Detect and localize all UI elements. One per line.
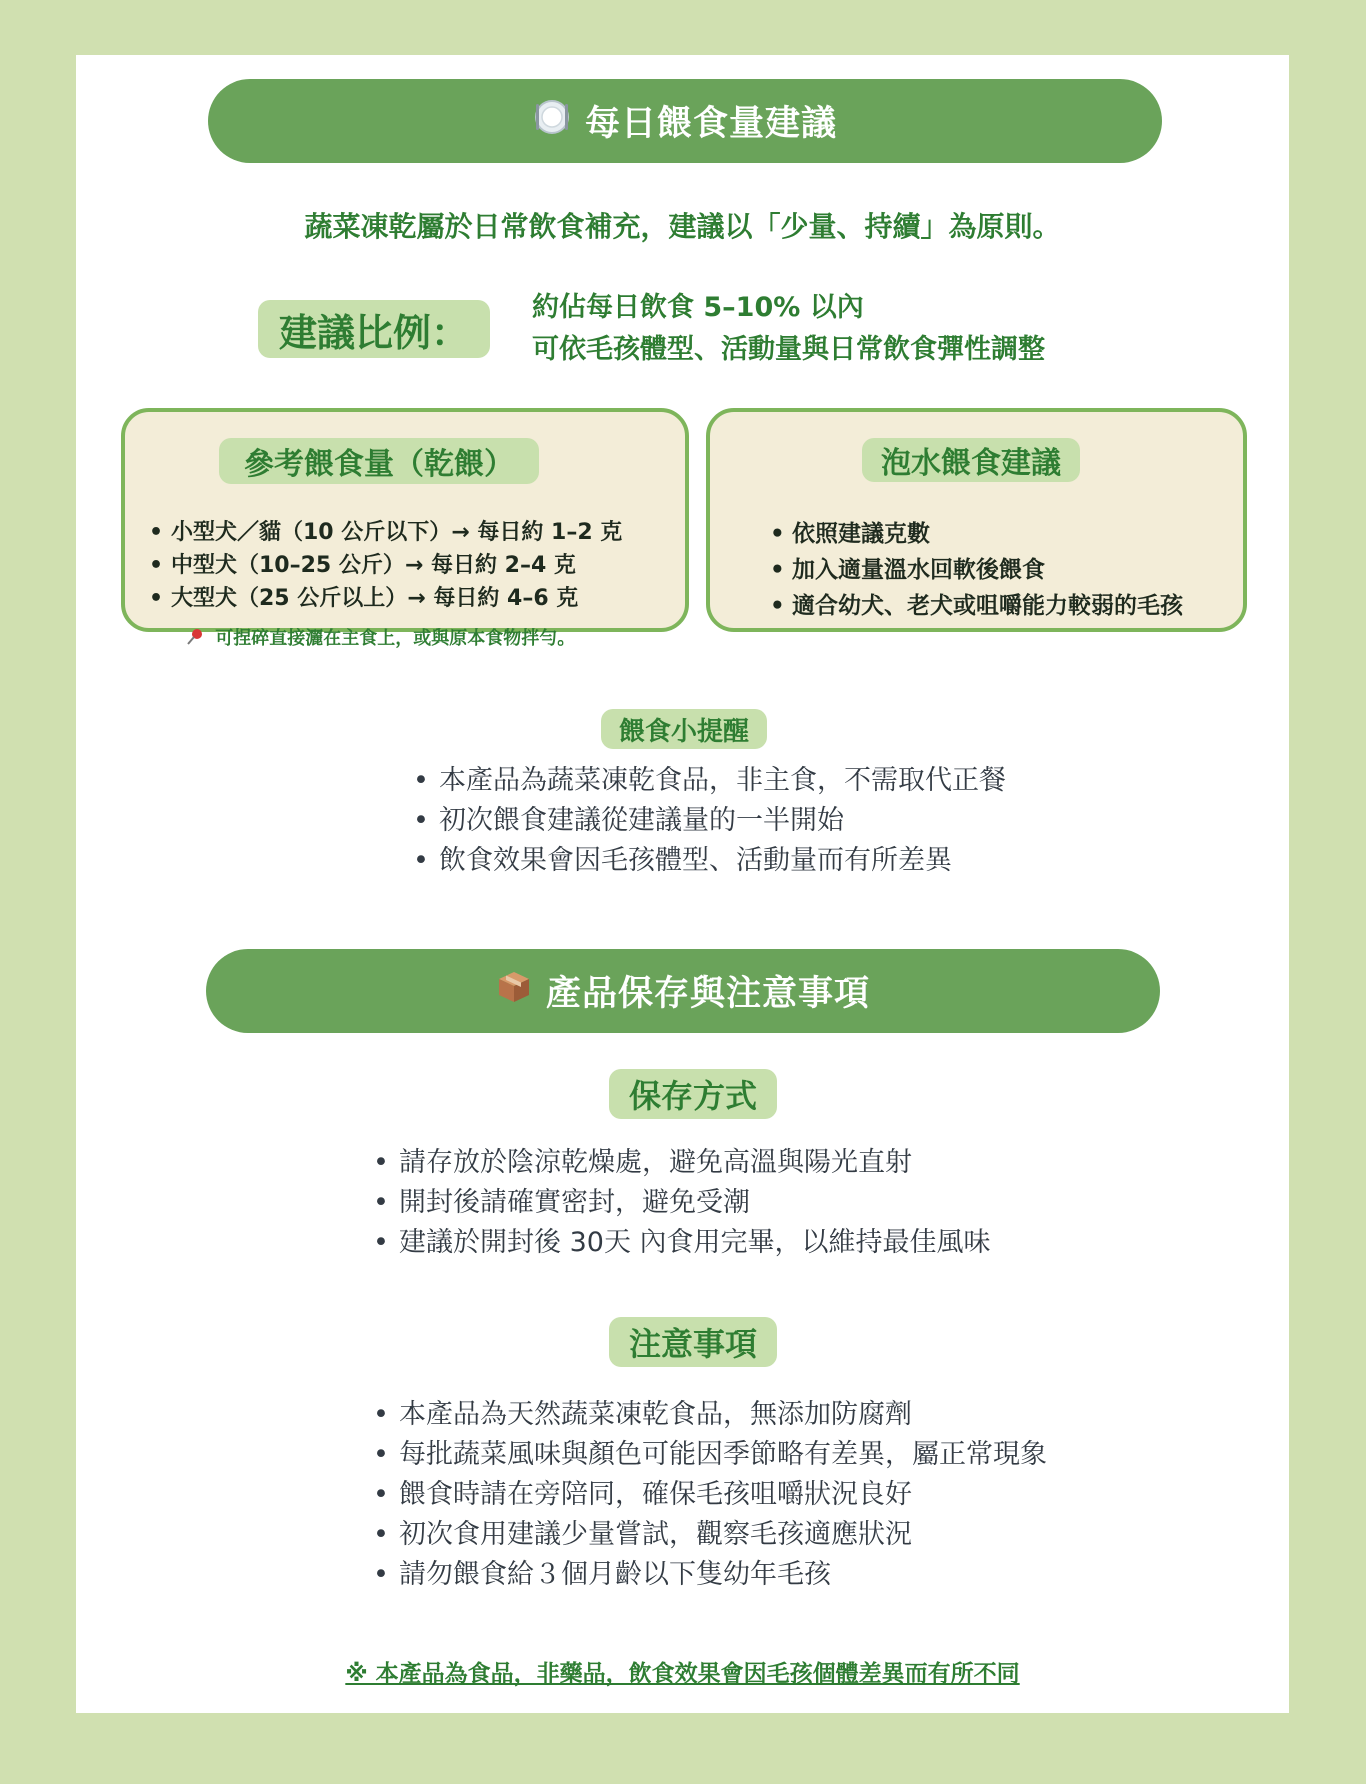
section-storage-title: 產品保存與注意事項 xyxy=(545,974,870,1014)
list-item: • 餵食時請在旁陪同，確保毛孩咀嚼狀況良好 xyxy=(373,1475,1047,1515)
list-item: • 大型犬（25 公斤以上）→ 每日約 4–6 克 xyxy=(149,582,622,615)
list-item: • 初次餵食建議從建議量的一半開始 xyxy=(413,801,1006,841)
list-item: • 飲食效果會因毛孩體型、活動量而有所差異 xyxy=(413,841,1006,881)
ratio-description xyxy=(532,287,1045,371)
list-item: • 本產品為蔬菜凍乾食品，非主食，不需取代正餐 xyxy=(413,761,1006,801)
list-item: • 加入適量溫水回軟後餵食 xyxy=(770,552,1183,588)
storage-title: 保存方式 xyxy=(609,1069,777,1119)
caution-title: 注意事項 xyxy=(609,1317,777,1367)
caution-list xyxy=(373,1395,1047,1595)
list-item: • 中型犬（10–25 公斤）→ 每日約 2–4 克 xyxy=(149,549,622,582)
content-card xyxy=(76,55,1289,1713)
intro-text: 蔬菜凍乾屬於日常飲食補充，建議以「少量、持續」為原則。 xyxy=(304,210,1061,243)
list-item: • 建議於開封後 30天 內食用完畢，以維持最佳風味 xyxy=(373,1223,991,1263)
plate-icon xyxy=(533,98,571,145)
list-item: • 請存放於陰涼乾燥處，避免高溫與陽光直射 xyxy=(373,1143,991,1183)
list-item: • 初次食用建議少量嘗試，觀察毛孩適應狀況 xyxy=(373,1515,1047,1555)
tips-list xyxy=(413,761,1006,881)
dry-feeding-note-text: 可捏碎直接灑在主食上，或與原本食物拌勻。 xyxy=(215,628,576,649)
dry-feeding-title: 參考餵食量（乾餵） xyxy=(219,438,539,484)
pushpin-icon xyxy=(185,628,215,649)
section-storage-banner xyxy=(206,949,1160,1033)
ratio-line-1: 約佔每日飲食 5–10% 以內 xyxy=(532,292,864,323)
soak-feeding-list xyxy=(770,516,1183,624)
list-item: • 本產品為天然蔬菜凍乾食品，無添加防腐劑 xyxy=(373,1395,1047,1435)
section-feeding-title: 每日餵食量建議 xyxy=(584,104,837,144)
list-item: • 適合幼犬、老犬或咀嚼能力較弱的毛孩 xyxy=(770,588,1183,624)
storage-list xyxy=(373,1143,991,1263)
dry-feeding-note xyxy=(185,624,575,650)
ratio-label: 建議比例： xyxy=(258,300,490,358)
list-item: • 依照建議克數 xyxy=(770,516,1183,552)
soak-feeding-title: 泡水餵食建議 xyxy=(862,438,1080,482)
dry-feeding-list xyxy=(149,516,622,615)
list-item: • 開封後請確實密封，避免受潮 xyxy=(373,1183,991,1223)
dry-feeding-box xyxy=(121,408,689,649)
soak-feeding-box xyxy=(706,408,1247,632)
section-feeding-banner xyxy=(208,79,1162,163)
box-icon xyxy=(496,969,532,1014)
list-item: • 小型犬／貓（10 公斤以下）→ 每日約 1–2 克 xyxy=(149,516,622,549)
disclaimer-footer: ※ 本產品為食品，非藥品，飲食效果會因毛孩個體差異而有所不同 xyxy=(345,1661,1020,1687)
list-item: • 每批蔬菜風味與顏色可能因季節略有差異，屬正常現象 xyxy=(373,1435,1047,1475)
tips-title: 餵食小提醒 xyxy=(601,709,767,749)
list-item: • 請勿餵食給３個月齡以下隻幼年毛孩 xyxy=(373,1555,1047,1595)
ratio-line-2: 可依毛孩體型、活動量與日常飲食彈性調整 xyxy=(532,334,1045,365)
